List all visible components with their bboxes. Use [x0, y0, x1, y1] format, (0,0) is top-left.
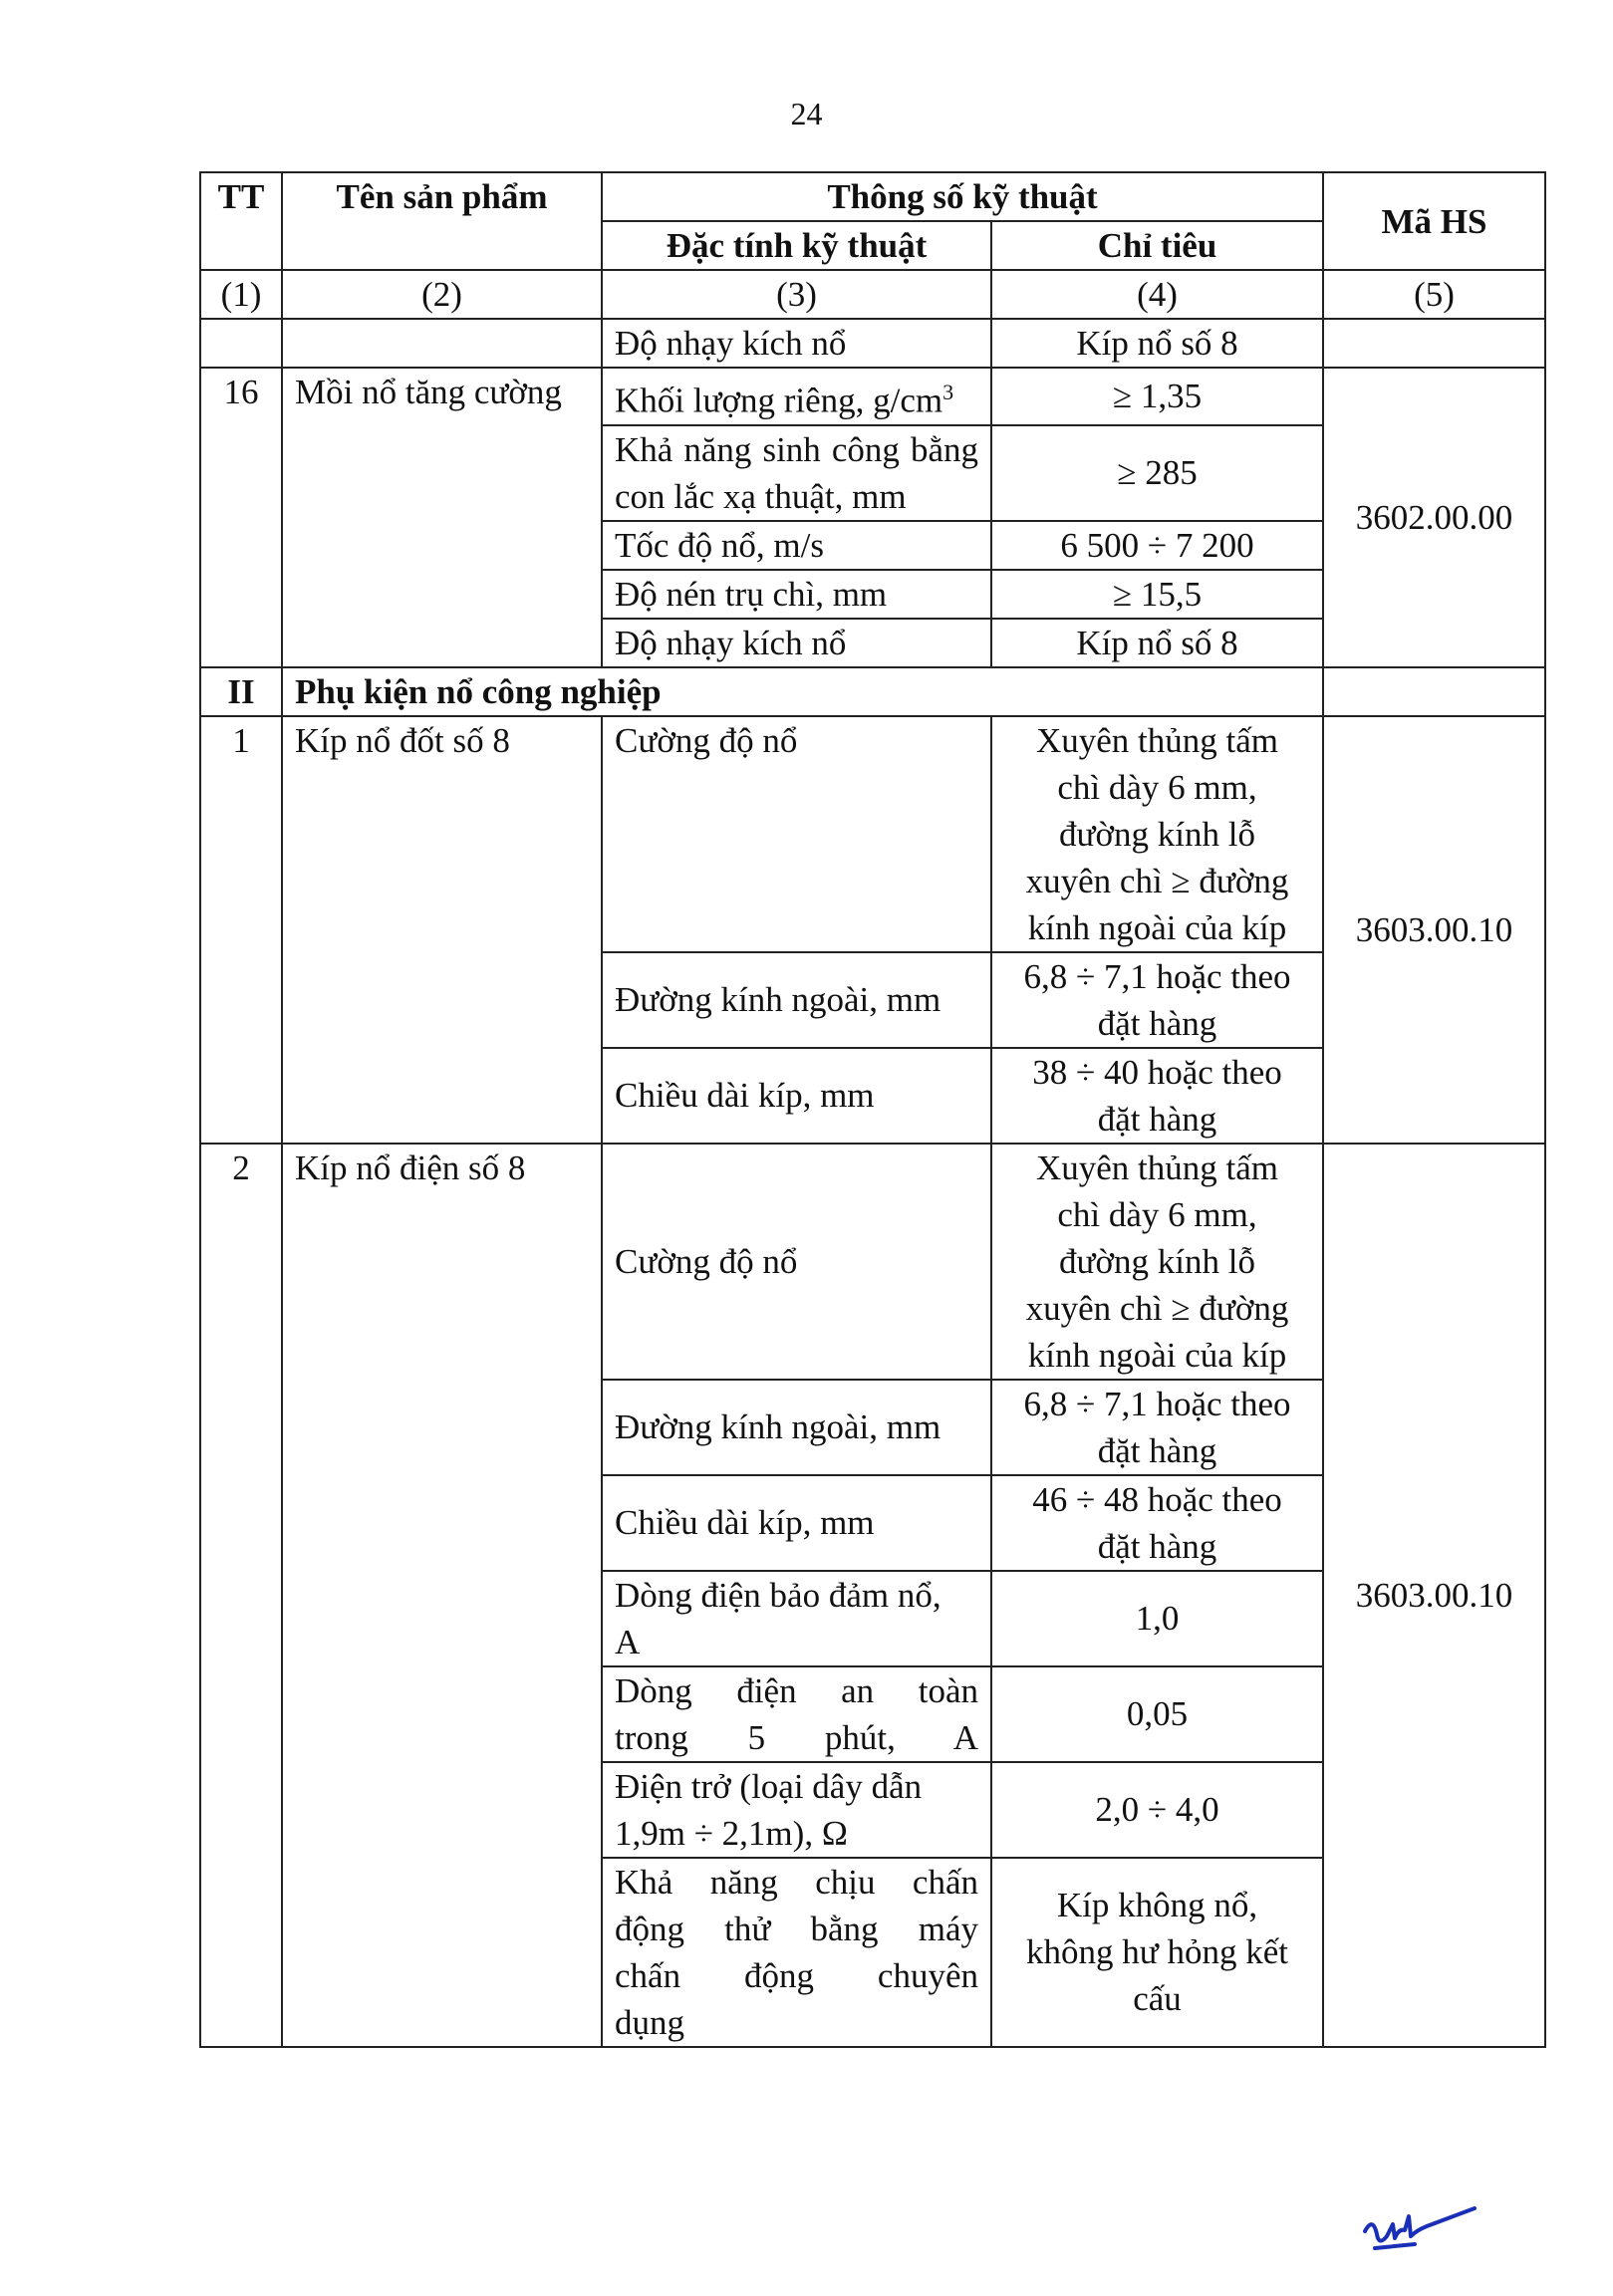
spec-cell: Độ nén trụ chì, mm: [602, 570, 991, 619]
spec-cell: Khả năng sinh công bằng con lắc xạ thuật, mm: [602, 425, 991, 521]
value-cell: Xuyên thủng tấm chì dày 6 mm, đường kính lỗ xuyên chì ≥ đường kính ngoài của kíp: [991, 716, 1323, 952]
value-cell: 46 ÷ 48 hoặc theo đặt hàng: [991, 1475, 1323, 1571]
header-tt: TT: [200, 172, 282, 270]
table-row: [200, 1144, 1545, 1380]
value-cell: Kíp nổ số 8: [991, 319, 1323, 368]
product-name: Kíp nổ đốt số 8: [282, 716, 602, 1144]
spec-cell: Cường độ nổ: [602, 716, 991, 952]
item-number: 2: [200, 1144, 282, 2047]
item-number: 16: [200, 368, 282, 667]
spec-cell: Khả năng chịu chấn động thử bằng máy chấn động chuyên dụng: [602, 1858, 991, 2047]
header-characteristic: Đặc tính kỹ thuật: [602, 221, 991, 270]
spec-cell: Chiều dài kíp, mm: [602, 1048, 991, 1144]
signature-stroke: [1365, 2208, 1475, 2248]
page-number: 24: [790, 96, 823, 131]
table-row: [200, 319, 1545, 368]
value-cell: 2,0 ÷ 4,0: [991, 1762, 1323, 1858]
header-specs: Thông số kỹ thuật: [602, 172, 1323, 221]
column-number-row: [200, 270, 1545, 319]
value-cell: 6,8 ÷ 7,1 hoặc theo đặt hàng: [991, 1380, 1323, 1475]
spec-cell: Đường kính ngoài, mm: [602, 952, 991, 1048]
spec-cell: Điện trở (loại dây dẫn 1,9m ÷ 2,1m), Ω: [602, 1762, 991, 1858]
header-product: Tên sản phẩm: [282, 172, 602, 270]
spec-cell: Độ nhạy kích nổ: [602, 619, 991, 667]
spec-cell: Cường độ nổ: [602, 1144, 991, 1380]
product-name: Mồi nổ tăng cường: [282, 368, 602, 667]
value-cell: 6,8 ÷ 7,1 hoặc theo đặt hàng: [991, 952, 1323, 1048]
col-number: (5): [1323, 270, 1545, 319]
hs-code: 3603.00.10: [1323, 1144, 1545, 2047]
value-cell: ≥ 1,35: [991, 368, 1323, 425]
value-cell: 1,0: [991, 1571, 1323, 1666]
header-indicator: Chỉ tiêu: [991, 221, 1323, 270]
section-row: [200, 667, 1545, 716]
value-cell: Xuyên thủng tấm chì dày 6 mm, đường kính lỗ xuyên chì ≥ đường kính ngoài của kíp: [991, 1144, 1323, 1380]
spec-cell: Dòng điện bảo đảm nổ, A: [602, 1571, 991, 1666]
col-number: (3): [602, 270, 991, 319]
section-number: II: [200, 667, 282, 716]
hs-code: 3602.00.00: [1323, 368, 1545, 667]
signature-image: [1335, 2186, 1484, 2271]
spec-cell: Khối lượng riêng, $g/cm^3$: [602, 368, 991, 425]
spec-cell: Dòng điện an toàn trong 5 phút, A: [602, 1666, 991, 1762]
col-number: (2): [282, 270, 602, 319]
value-cell: 38 ÷ 40 hoặc theo đặt hàng: [991, 1048, 1323, 1144]
header-hs: Mã HS: [1323, 172, 1545, 270]
hs-code: 3603.00.10: [1323, 716, 1545, 1144]
product-name: Kíp nổ điện số 8: [282, 1144, 602, 2047]
value-cell: 6 500 ÷ 7 200: [991, 521, 1323, 570]
table-row: [200, 716, 1545, 952]
col-number: (4): [991, 270, 1323, 319]
value-cell: Kíp nổ số 8: [991, 619, 1323, 667]
header-row: [200, 172, 1545, 221]
value-cell: Kíp không nổ, không hư hỏng kết cấu: [991, 1858, 1323, 2047]
spec-table: [199, 171, 1546, 2048]
spec-cell: Độ nhạy kích nổ: [602, 319, 991, 368]
value-cell: ≥ 285: [991, 425, 1323, 521]
value-cell: 0,05: [991, 1666, 1323, 1762]
spec-cell: Chiều dài kíp, mm: [602, 1475, 991, 1571]
value-cell: ≥ 15,5: [991, 570, 1323, 619]
item-number: 1: [200, 716, 282, 1144]
spec-cell: Tốc độ nổ, m/s: [602, 521, 991, 570]
spec-cell: Đường kính ngoài, mm: [602, 1380, 991, 1475]
table-row: [200, 368, 1545, 425]
col-number: (1): [200, 270, 282, 319]
section-title: Phụ kiện nổ công nghiệp: [282, 667, 1323, 716]
